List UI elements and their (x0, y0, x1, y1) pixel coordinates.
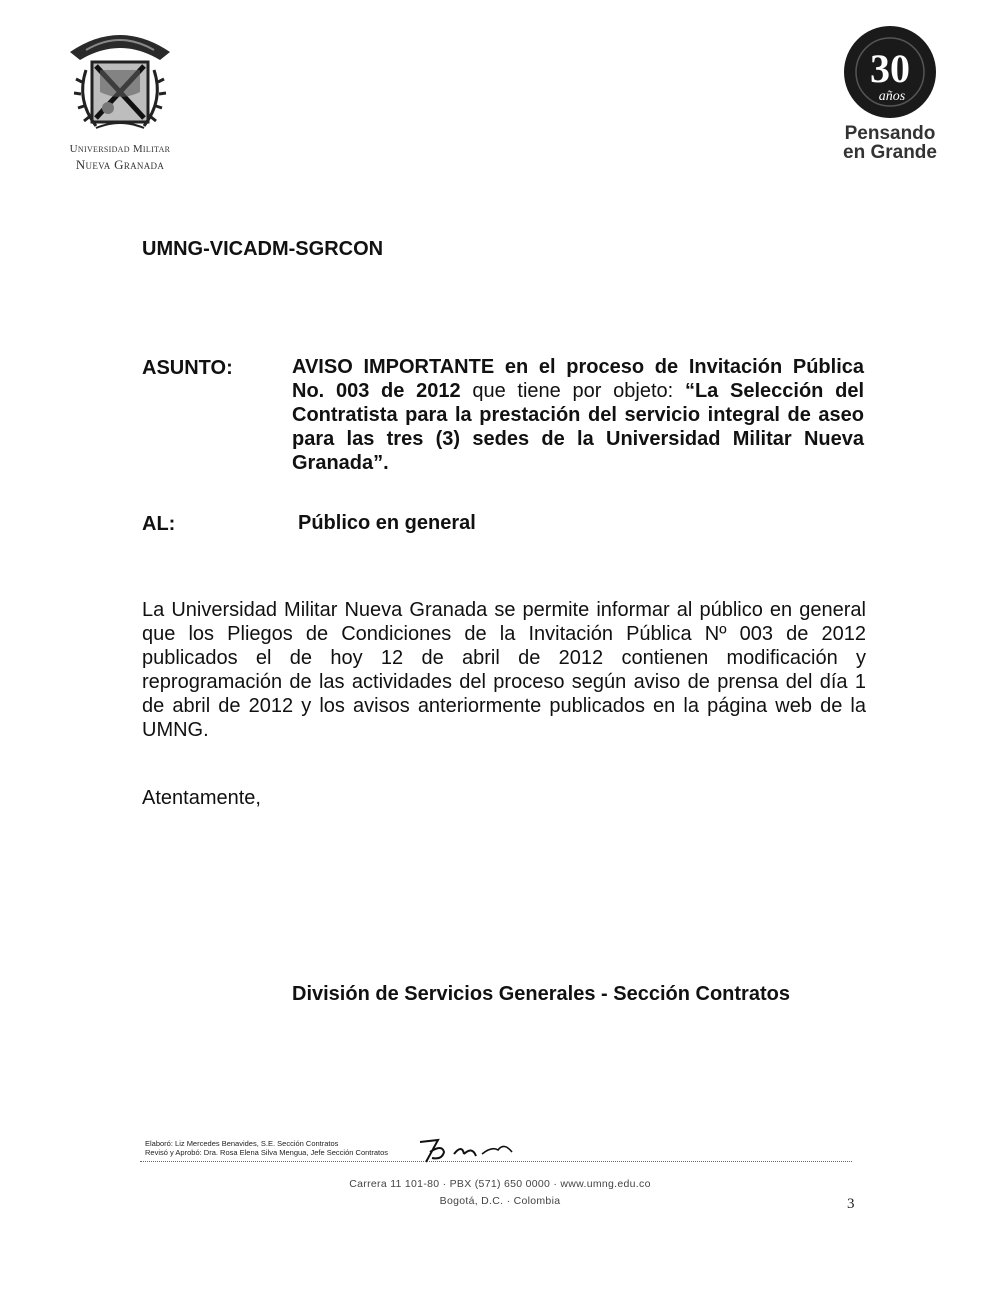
slogan-line2: en Grande (843, 142, 937, 163)
page-number: 3 (847, 1196, 855, 1212)
credit-reviewed: Revisó y Aprobó: Dra. Rosa Elena Silva Mengua, Jefe Sección Contratos (145, 1148, 389, 1157)
30-years-badge-icon (828, 20, 952, 120)
closing-salutation: Atentamente, (142, 787, 261, 809)
recipient-value: Público en general (298, 512, 476, 534)
anniversary-logo (828, 20, 952, 170)
subject-label: ASUNTO: (142, 357, 233, 379)
recipient-label: AL: (142, 513, 176, 535)
university-crest-icon (56, 22, 184, 142)
address-line2: Bogotá, D.C. · Colombia (439, 1195, 561, 1207)
subject-bold-2: “La Selección del Contratista para la prestación del servicio integral de aseo para las tres (3) sedes de la Universidad Militar Nueva Granada”. (292, 380, 865, 474)
prepared-by-credits (145, 1139, 388, 1157)
signature-department: División de Servicios Generales - Sección Contratos (292, 983, 790, 1005)
slogan-line1: Pensando (844, 123, 936, 144)
badge-word: años (878, 89, 906, 104)
university-name-line2: Nueva Granada (75, 157, 165, 172)
university-name-line1: Universidad Militar (69, 143, 171, 155)
badge-number: 30 (870, 46, 910, 91)
subject-text (292, 355, 864, 475)
credit-prepared: Elaboró: Liz Mercedes Benavides, S.E. Sección Contratos (145, 1139, 339, 1148)
footer-divider (140, 1161, 852, 1162)
subject-regular: que tiene por objeto: (460, 380, 685, 402)
address-line1: Carrera 11 101-80 · PBX (571) 650 0000 · www.umng.edu.co (349, 1178, 651, 1190)
subject-bold-1: AVISO IMPORTANTE en el proceso de Invitación Pública No. 003 de 2012 (292, 356, 864, 402)
university-logo (56, 22, 184, 172)
body-paragraph: La Universidad Militar Nueva Granada se permite informar al público en general que los Pliegos de Condiciones de la Invitación Pública Nº 003 de 2012 publicados el de hoy 12 de abril de 2012 contienen modificación y reprogramación de las actividades del proceso según aviso de prensa del día 1 de abril de 2012 y los avisos anteriormente publicados en la página web de la UMNG. (142, 599, 866, 741)
document-code: UMNG-VICADM-SGRCON (142, 238, 384, 260)
